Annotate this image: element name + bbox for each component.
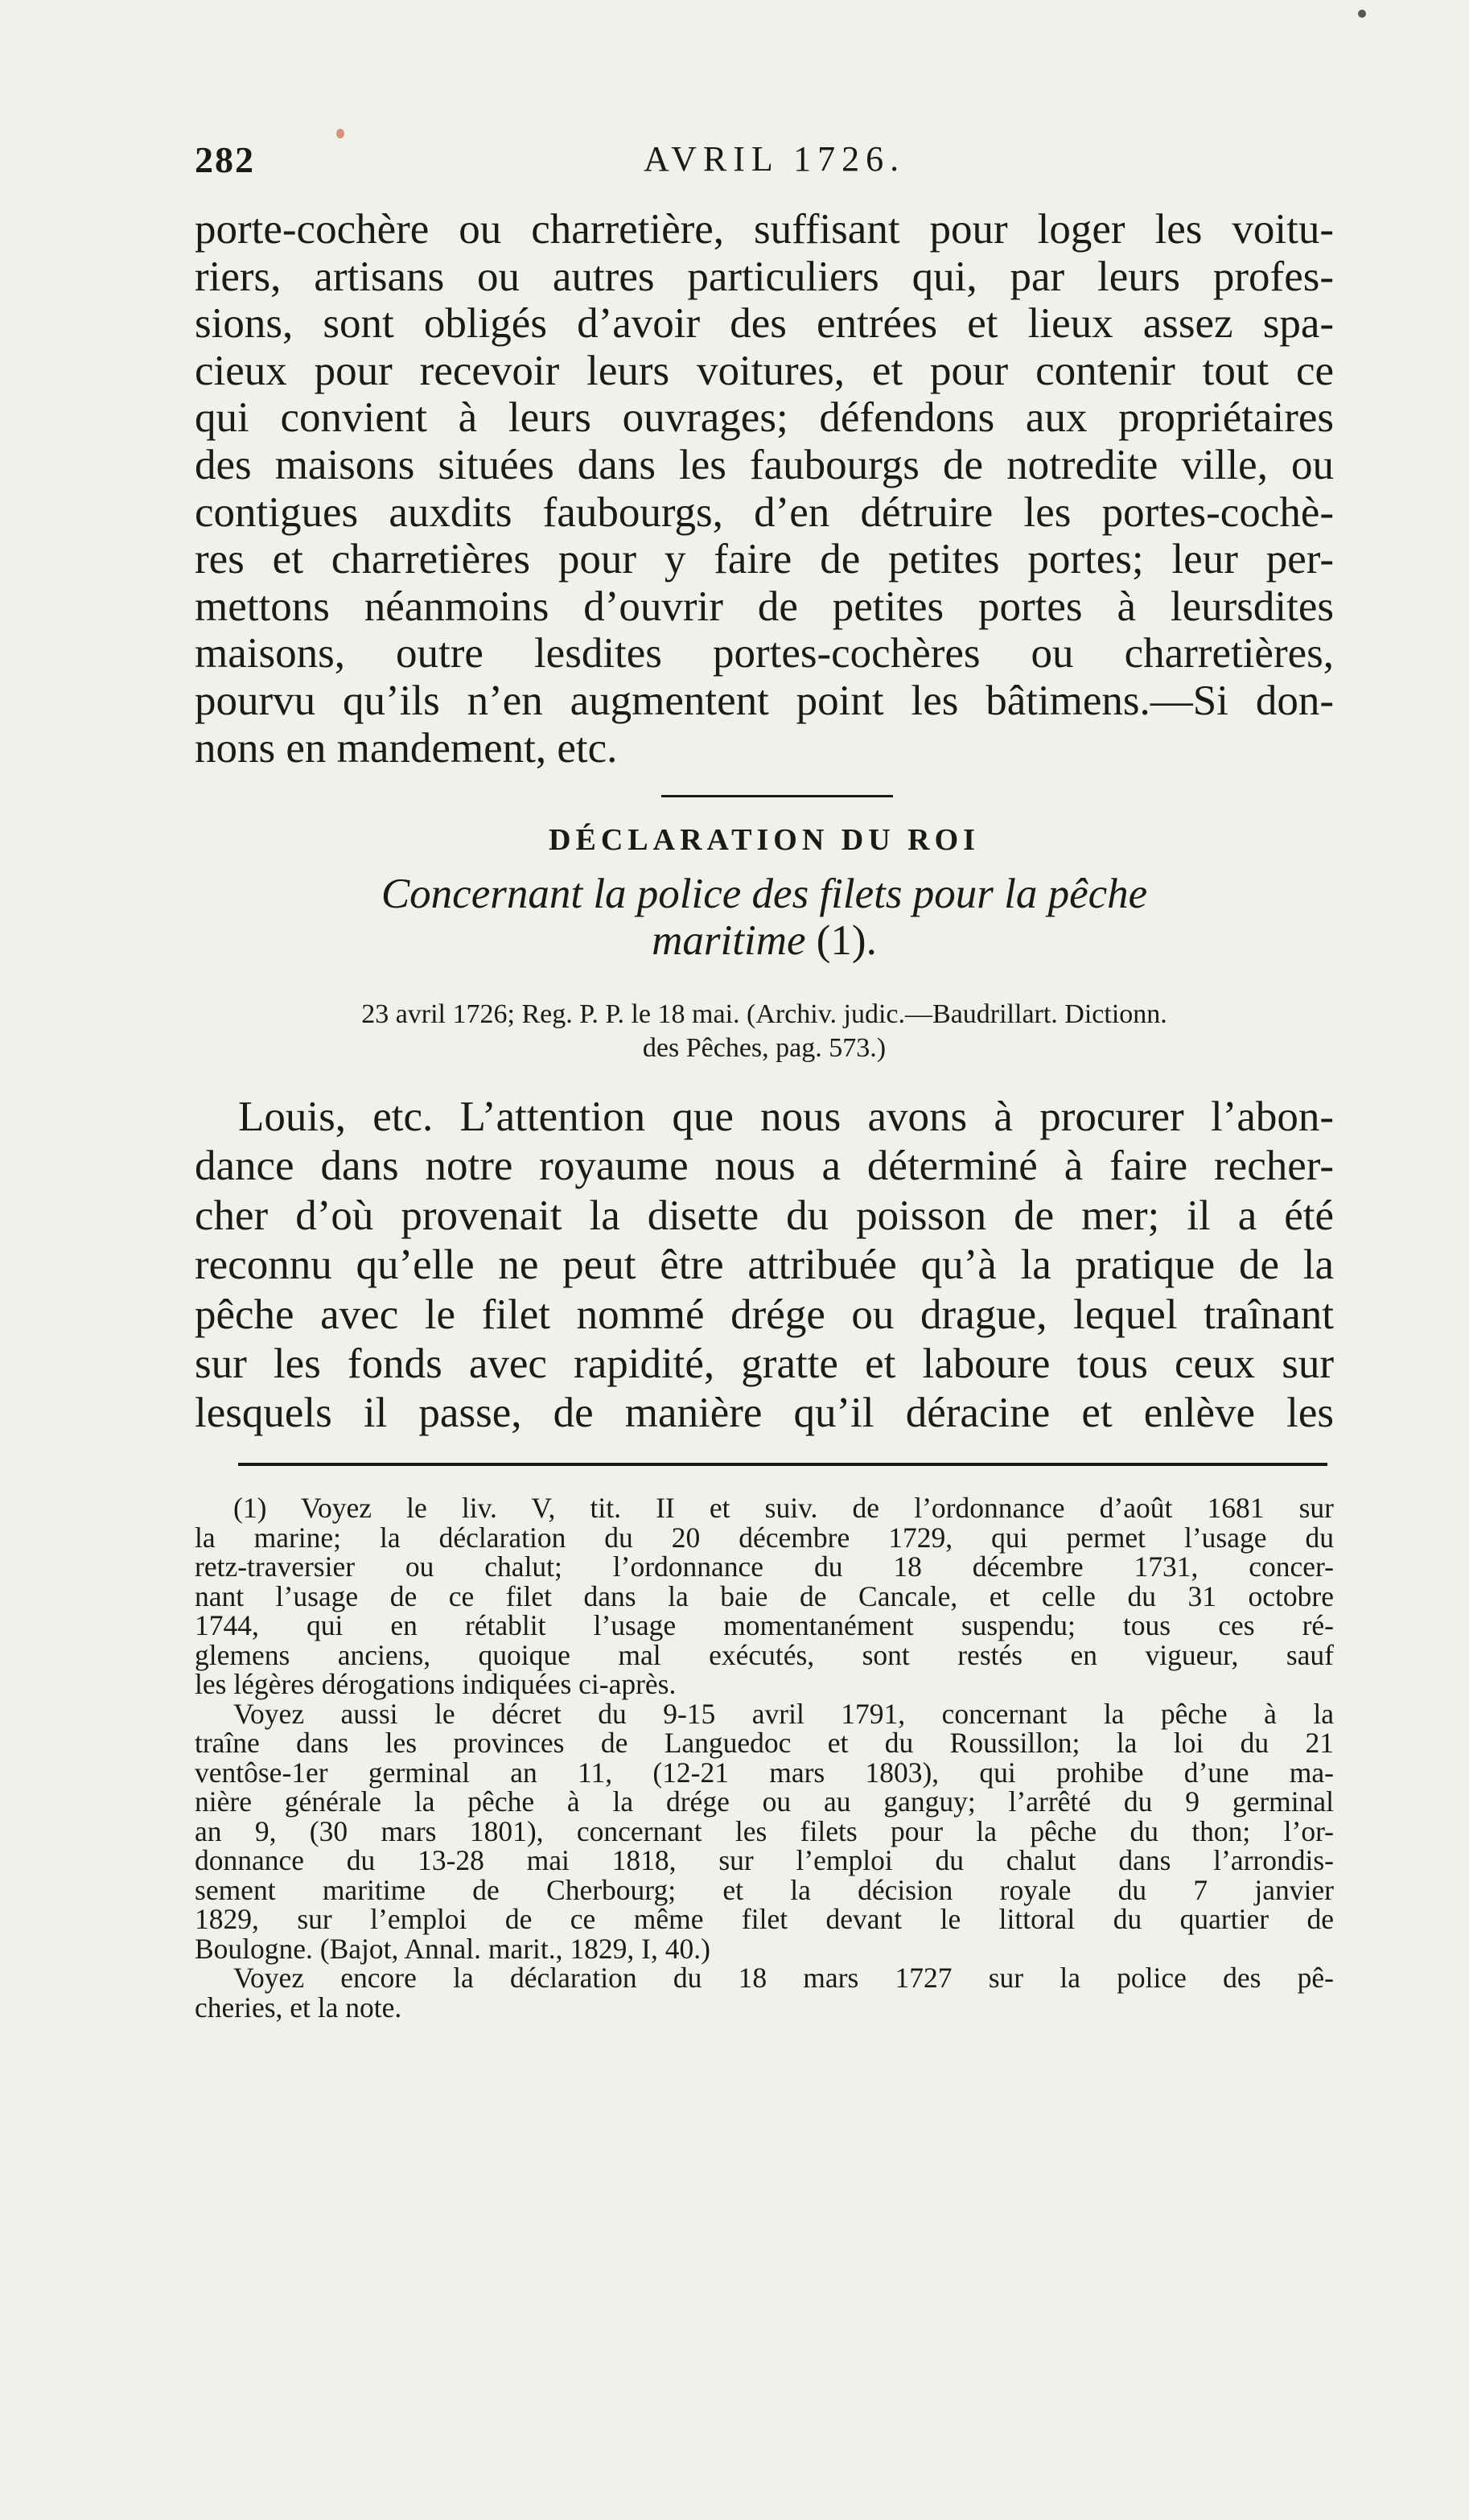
- body-line: sions, sont obligés d’avoir des entrées et lieux assez spa-: [195, 300, 1334, 348]
- footnote-line: an 9, (30 mars 1801), concernant les filets pour la pêche du thon; l’or-: [195, 1814, 1334, 1847]
- footnote-line: glemens anciens, quoique mal exécutés, sont restés en vigueur, sauf: [195, 1638, 1334, 1671]
- footnote-line: traîne dans les provinces de Languedoc et du Roussillon; la loi du 21: [195, 1727, 1334, 1759]
- running-head: AVRIL 1726.: [644, 139, 906, 179]
- footnote-paragraph: [195, 1493, 1334, 1699]
- declaration-line: pêche avec le filet nommé drége ou drague, lequel traînant: [195, 1291, 1334, 1338]
- footnote-line: sement maritime de Cherbourg; et la décision royale du 7 janvier: [195, 1873, 1334, 1906]
- body-line: pourvu qu’ils n’en augmentent point les bâtimens.—Si don-: [195, 677, 1334, 724]
- footnote-line: nant l’usage de ce filet dans la baie de Cancale, et celle du 31 octobre: [195, 1579, 1334, 1612]
- body-line: riers, artisans ou autres particuliers qui, par leurs profes-: [195, 253, 1334, 300]
- body-line: cieux pour recevoir leurs voitures, et pour contenir tout ce: [195, 347, 1334, 394]
- declaration-line: lesquels il passe, de manière qu’il déracine et enlève les: [195, 1390, 1334, 1437]
- footnote-divider: [238, 1463, 1327, 1466]
- footnote-line: Voyez encore la déclaration du 18 mars 1727 sur la police des pê-: [233, 1962, 1334, 1994]
- declaration-subtitle-line: [195, 917, 1334, 964]
- body-line: nons en mandement, etc.: [195, 724, 618, 772]
- body-line: des maisons situées dans les faubourgs de notredite ville, ou: [195, 441, 1334, 488]
- declaration-subtitle-line: Concernant la police des filets pour la pêche: [381, 871, 1148, 917]
- footnote-line: Voyez aussi le décret du 9-15 avril 1791, concernant la pêche à la: [233, 1697, 1334, 1730]
- footnote-line: nière générale la pêche à la drége ou au ganguy; l’arrêté du 9 germinal: [195, 1785, 1334, 1818]
- footnote-line: cheries, et la note.: [195, 1991, 402, 2024]
- footnote-line: ventôse-1er germinal an 11, (12-21 mars 1803), qui prohibe d’une ma-: [195, 1756, 1334, 1789]
- declaration-line: dance dans notre royaume nous a déterminé à faire recher-: [195, 1143, 1334, 1190]
- declaration-subtitle: [195, 871, 1334, 964]
- footnote-line: 1744, qui en rétablit l’usage momentanément suspendu; tous ces ré-: [195, 1609, 1334, 1641]
- declaration-body: [195, 1093, 1334, 1439]
- declaration-meta-line: 23 avril 1726; Reg. P. P. le 18 mai. (Archiv. judic.—Baudrillart. Dictionn.: [361, 999, 1167, 1029]
- footnote-line: (1) Voyez le liv. V, tit. II et suiv. de l’ordonnance d’août 1681 sur: [233, 1492, 1334, 1524]
- declaration-meta: [195, 998, 1334, 1065]
- ink-speck: [336, 129, 344, 138]
- body-line: res et charretières pour y faire de petites portes; leur per-: [195, 536, 1334, 583]
- footnote-line: 1829, sur l’emploi de ce même filet devant le littoral du quartier de: [195, 1903, 1334, 1935]
- body-line: qui convient à leurs ouvrages; défendons aux propriétaires: [195, 394, 1334, 442]
- declaration-heading: DÉCLARATION DU ROI: [549, 823, 980, 857]
- footnote-line: la marine; la déclaration du 20 décembre 1729, qui permet l’usage du: [195, 1521, 1334, 1554]
- footnote-paragraph: [195, 1963, 1334, 2022]
- ink-speck: [1358, 10, 1366, 18]
- declaration-subtitle-word: maritime: [652, 917, 806, 964]
- footnote-line: donnance du 13-28 mai 1818, sur l’emploi du chalut dans l’arrondis-: [195, 1844, 1334, 1876]
- declaration-line: Louis, etc. L’attention que nous avons à procurer l’abon-: [238, 1093, 1334, 1140]
- body-line: contigues auxdits faubourgs, d’en détruire les portes-cochè-: [195, 488, 1334, 536]
- body-line: porte-cochère ou charretière, suffisant pour loger les voitu-: [195, 206, 1334, 253]
- footnote-line: retz-traversier ou chalut; l’ordonnance du 18 décembre 1731, concer-: [195, 1550, 1334, 1583]
- declaration-meta-line: des Pêches, pag. 573.): [642, 1033, 887, 1063]
- footnote-paragraph: [195, 1699, 1334, 1964]
- body-line: maisons, outre lesdites portes-cochères ou charretières,: [195, 630, 1334, 677]
- footnote: [195, 1493, 1334, 2022]
- body-line: mettons néanmoins d’ouvrir de petites portes à leursdites: [195, 583, 1334, 630]
- footnote-line: Boulogne. (Bajot, Annal. marit., 1829, I, 40.): [195, 1932, 710, 1965]
- declaration-line: cher d’où provenait la disette du poisson de mer; il a été: [195, 1192, 1334, 1239]
- page-header: [195, 138, 1289, 187]
- footnote-line: les légères dérogations indiquées ci-après.: [195, 1668, 677, 1700]
- declaration-line: sur les fonds avec rapidité, gratte et laboure tous ceux sur: [195, 1340, 1334, 1387]
- footnote-reference: (1).: [816, 917, 877, 964]
- page-number: 282: [195, 139, 255, 180]
- section-divider: [661, 795, 893, 797]
- declaration-line: reconnu qu’elle ne peut être attribuée qu’à la pratique de la: [195, 1241, 1334, 1289]
- body-text: [195, 206, 1334, 772]
